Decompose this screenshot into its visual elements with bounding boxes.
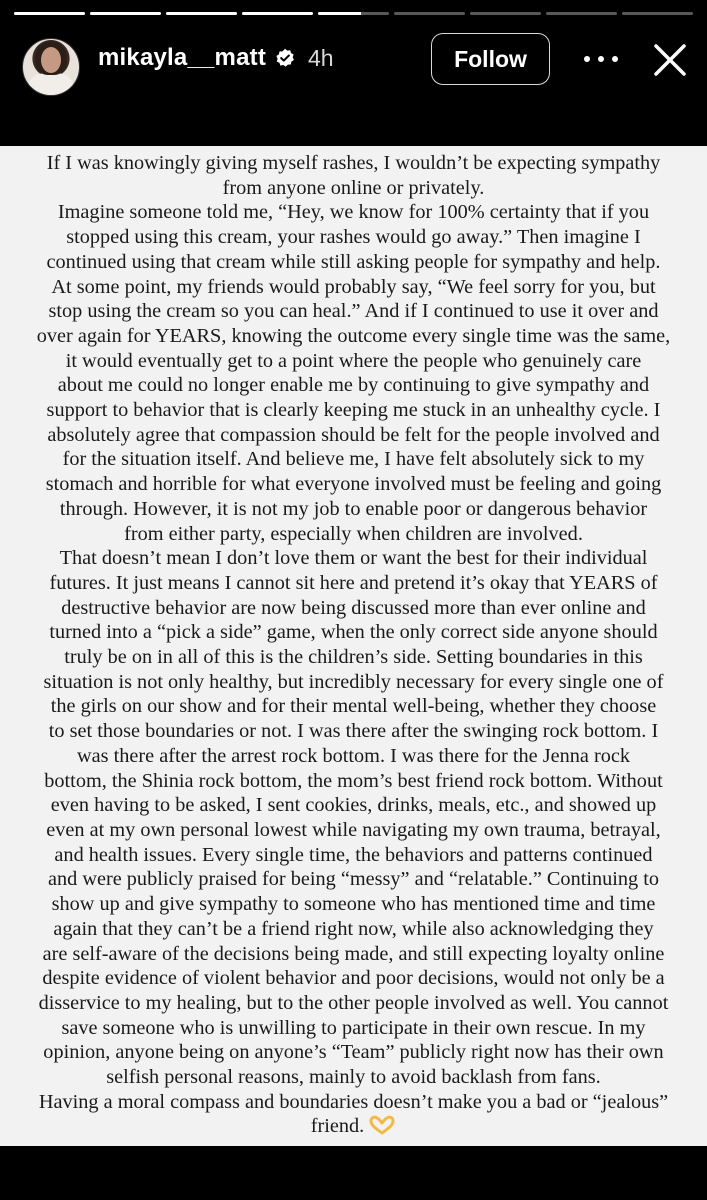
- story-text-line: save someone who is unwilling to participate in their own rescue. In my: [61, 1016, 646, 1039]
- story-text-line: it would eventually get to a point where the people who genuinely care: [65, 349, 642, 372]
- story-text-line: support to behavior that is clearly keeping me stuck in an unhealthy cycle. I: [46, 399, 661, 422]
- story-text-line: That doesn’t mean I don’t love them or want the best for their individual: [59, 547, 648, 570]
- story-text-line: friend.: [10, 1114, 697, 1139]
- story-text-line: destructive behavior are now being discussed more than ever online and: [61, 596, 646, 619]
- story-text-line: If I was knowingly giving myself rashes, I wouldn’t be expecting sympathy: [46, 152, 661, 174]
- story-text-line: absolutely agree that compassion should be felt for the people involved and: [47, 423, 660, 446]
- story-text-line: to set those boundaries or not. I was there after the swinging rock bottom. I: [48, 720, 659, 743]
- progress-segment: [318, 12, 389, 15]
- heart-hands-icon: [368, 1115, 396, 1135]
- progress-segment-fill: [242, 12, 313, 15]
- story-text-line: bottom, the Shinia rock bottom, the mom’s best friend rock bottom. Without: [44, 769, 663, 792]
- progress-segment-fill: [318, 12, 361, 15]
- story-text-line: turned into a “pick a side” game, when the only correct side anyone should: [49, 621, 658, 644]
- story-text-line: opinion, anyone being on anyone’s “Team” publicly right now has their own: [43, 1041, 664, 1064]
- story-text-line: even having to be asked, I sent cookies, drinks, meals, etc., and showed up: [50, 794, 657, 817]
- story-text-line: are self-aware of the decisions being made, and still expecting loyalty online: [42, 942, 665, 965]
- story-text-line: Imagine someone told me, “Hey, we know for 100% certainty that if you: [57, 201, 650, 224]
- progress-segment: [394, 12, 465, 15]
- follow-button[interactable]: Follow: [431, 33, 550, 85]
- story-text-line: stomach and horrible for what everyone involved must be feeling and going: [45, 473, 662, 496]
- close-icon[interactable]: [650, 40, 690, 80]
- progress-segment: [242, 12, 313, 15]
- story-text-line: selfish personal reasons, mainly to avoid backlash from fans.: [106, 1066, 601, 1089]
- progress-segment: [622, 12, 693, 15]
- story-text-line: from anyone online or privately.: [222, 176, 485, 199]
- story-text-line: truly be on in all of this is the children’s side. Setting boundaries in this: [64, 646, 643, 669]
- story-text: [10, 151, 697, 1139]
- verified-badge-icon: [275, 48, 295, 68]
- progress-segment-fill: [166, 12, 237, 15]
- ellipsis-dot: [598, 56, 604, 62]
- ellipsis-dot: [584, 56, 590, 62]
- avatar-body: [29, 73, 73, 96]
- story-text-line: for the situation itself. And believe me, I have felt absolutely sick to my: [62, 448, 645, 471]
- progress-segment: [90, 12, 161, 15]
- story-text-card: [0, 146, 707, 1146]
- story-text-line: show up and give sympathy to someone who has mentioned time and time: [51, 893, 656, 916]
- story-text-line: futures. It just means I cannot sit here and pretend it’s okay that YEARS of: [49, 571, 658, 594]
- story-text-line: continued using that cream while still asking people for sympathy and help.: [46, 250, 661, 273]
- ellipsis-icon[interactable]: [584, 56, 618, 64]
- story-text-line: over again for YEARS, knowing the outcome every single time was the same,: [36, 324, 671, 347]
- ellipsis-dot: [612, 56, 618, 62]
- progress-segment: [546, 12, 617, 15]
- story-text-line: disservice to my healing, but to the other people involved as well. You cannot: [38, 991, 669, 1014]
- story-text-line: At some point, my friends would probably say, “We feel sorry for you, but: [51, 275, 656, 298]
- story-progress-bar: [14, 12, 693, 16]
- progress-segment: [14, 12, 85, 15]
- story-text-line: was there after the arrest rock bottom. I was there for the Jenna rock: [77, 744, 630, 767]
- story-text-line: the girls on our show and for their mental well-being, whether they choose: [50, 695, 657, 718]
- story-text-line: from either party, especially when children are involved.: [124, 522, 583, 545]
- story-header: [0, 30, 707, 90]
- story-text-line: situation is not only healthy, but incredibly necessary for every single one of: [43, 670, 664, 693]
- story-text-line: Having a moral compass and boundaries doesn’t make you a bad or “jealous”: [38, 1090, 669, 1113]
- avatar-face: [41, 47, 61, 73]
- story-text-line: stop using the cream so you can heal.” And if I continued to use it over and: [48, 300, 659, 323]
- story-text-line: and were publicly praised for being “messy” and “relatable.” Continuing to: [47, 868, 660, 891]
- progress-segment-fill: [14, 12, 85, 15]
- post-timestamp: 4h: [308, 45, 334, 71]
- username[interactable]: mikayla__matt: [98, 44, 267, 71]
- progress-segment: [166, 12, 237, 15]
- story-text-line: again that they can’t be a friend right now, while also acknowledging they: [53, 917, 654, 940]
- story-text-line: about me could no longer enable me by continuing to give sympathy and: [57, 374, 650, 397]
- progress-segment: [470, 12, 541, 15]
- progress-segment-fill: [90, 12, 161, 15]
- story-text-line: even at my own personal lowest while navigating my own trauma, betrayal,: [46, 818, 661, 841]
- story-text-line: and health issues. Every single time, the behaviors and patterns continued: [54, 843, 653, 866]
- avatar[interactable]: [22, 38, 80, 96]
- story-text-line: despite evidence of violent behavior and poor decisions, would not only be a: [42, 967, 665, 990]
- story-text-line: stopped using this cream, your rashes would go away.” Then imagine I: [66, 226, 641, 249]
- story-text-line: through. However, it is not my job to enable poor or dangerous behavior: [59, 497, 648, 520]
